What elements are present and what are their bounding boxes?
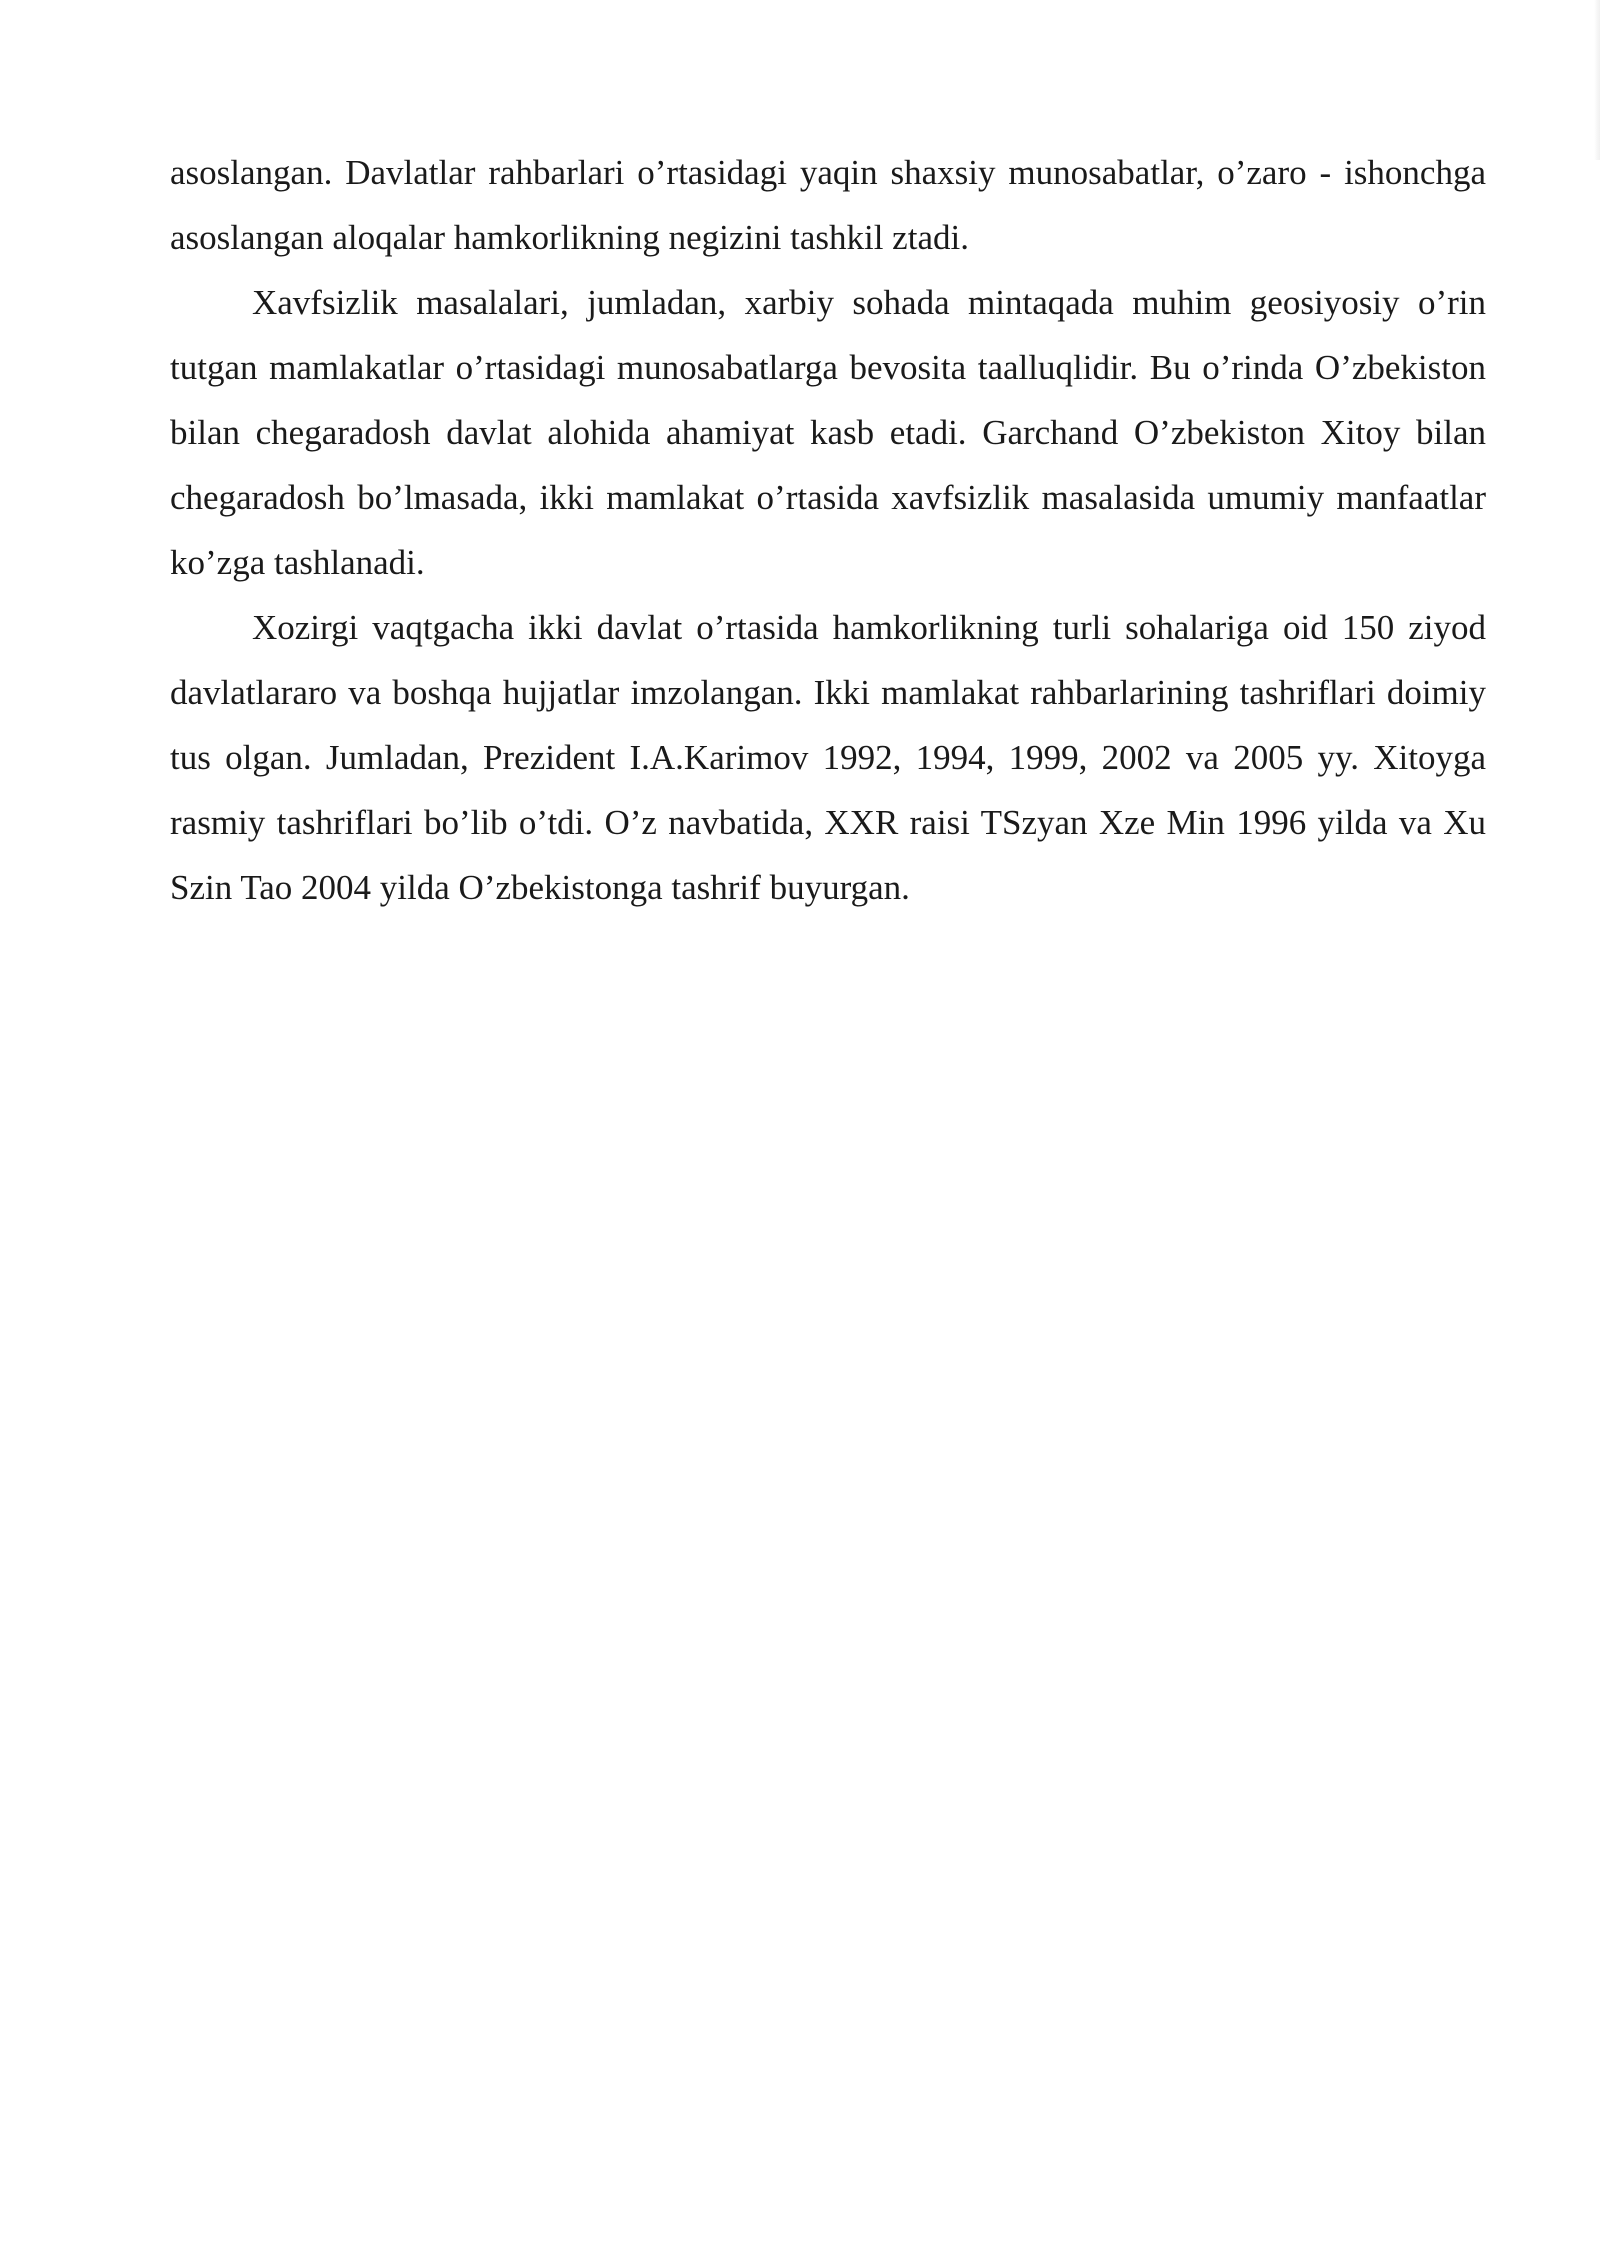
document-body bbox=[170, 140, 1486, 920]
paragraph-security: Xavfsizlik masalalari, jumladan, xarbiy sohada mintaqada muhim geosiyosiy o’rin tutgan mamlakatlar o’rtasidagi munosabatlarga bevosita taalluqlidir. Bu o’rinda O’zbekiston bilan chegaradosh davlat alohida ahamiyat kasb etadi. Garchand O’zbekiston Xitoy bilan chegaradosh bo’lmasada, ikki mamlakat o’rtasida xavfsizlik masalasida umumiy manfaatlar ko’zga tashlanadi. bbox=[170, 283, 1486, 582]
page-edge-shadow bbox=[1594, 0, 1600, 160]
paragraph-continuation: asoslangan. Davlatlar rahbarlari o’rtasidagi yaqin shaxsiy munosabatlar, o’zaro - ishonchga asoslangan aloqalar hamkorlikning negizini tashkil ztadi. bbox=[170, 153, 1486, 257]
paragraph-visits: Xozirgi vaqtgacha ikki davlat o’rtasida hamkorlikning turli sohalariga oid 150 ziyod davlatlararo va boshqa hujjatlar imzolangan. Ikki mamlakat rahbarlarining tashriflari doimiy tus olgan. Jumladan, Prezident I.A.Karimov 1992, 1994, 1999, 2002 va 2005 yy. Xitoyga rasmiy tashriflari bo’lib o’tdi. O’z navbatida, XXR raisi TSzyan Xze Min 1996 yilda va Xu Szin Tao 2004 yilda O’zbekistonga tashrif buyurgan. bbox=[170, 608, 1486, 907]
